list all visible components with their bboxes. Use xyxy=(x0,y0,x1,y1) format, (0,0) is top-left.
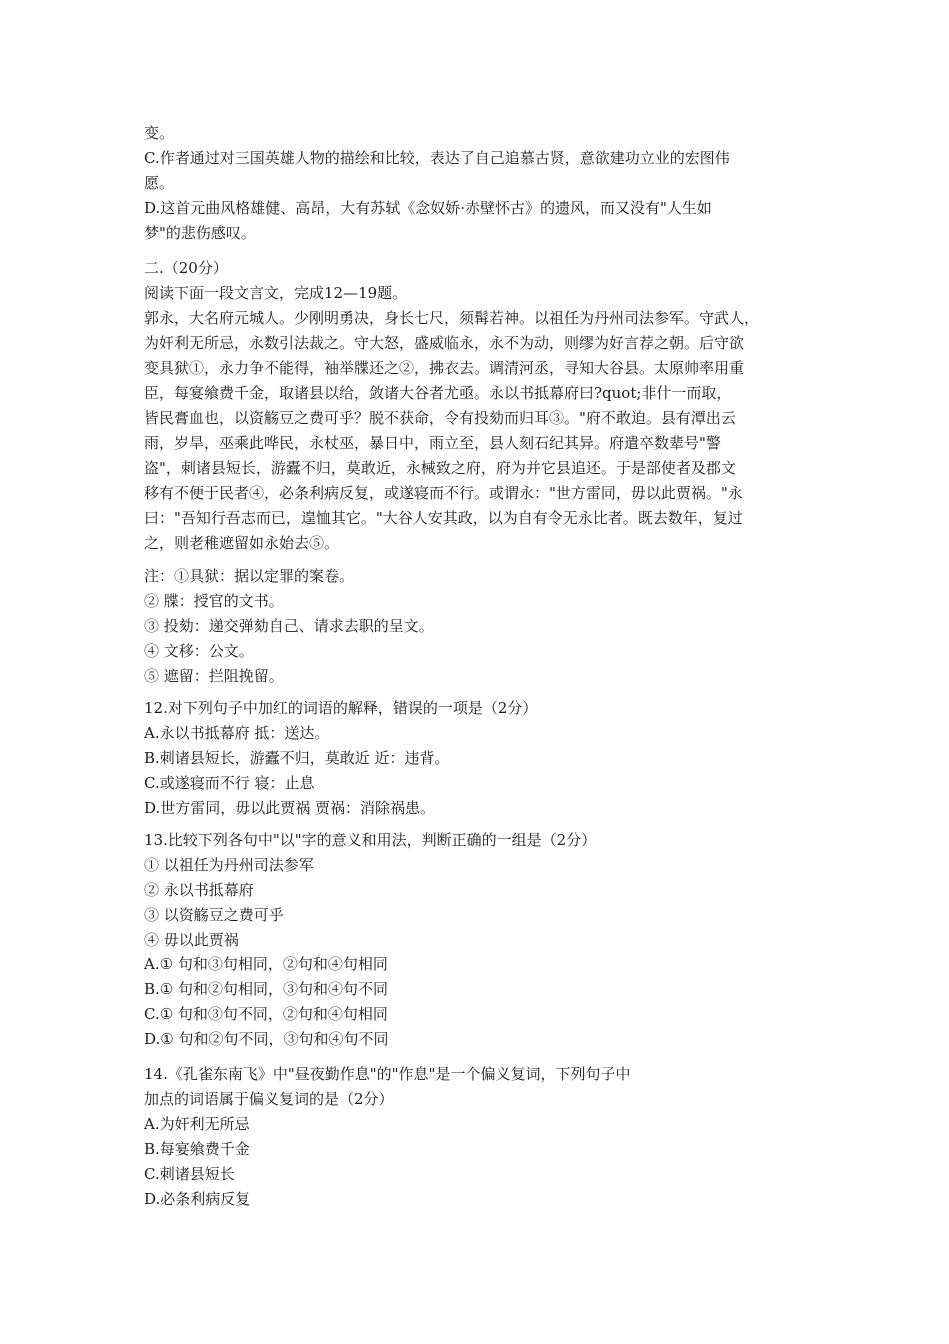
text-line: 变。 xyxy=(144,124,175,142)
passage-line: 移有不便于民者④，必条利病反复，或遂寝而不行。或谓永："世方雷同，毋以此贾祸。"永 xyxy=(144,484,743,502)
question-stem: 12.对下列句子中加红的词语的解释，错误的一项是（2分） xyxy=(144,699,538,717)
classical-chinese-section xyxy=(144,256,824,556)
option-a: A.为奸利无所忌 xyxy=(144,1115,250,1133)
prev-question-options xyxy=(144,121,824,246)
note-line: 注：①具狱：据以定罪的案卷。 xyxy=(144,567,355,585)
option-c: C.作者通过对三国英雄人物的描绘和比较，表达了自己追慕古贤，意欲建功立业的宏图伟 xyxy=(144,149,730,167)
passage-line: 曰："吾知行吾志而已，遑恤其它。"大谷人安其政，以为自有令无永比者。既去数年，复过 xyxy=(144,509,743,527)
option-b: B.① 句和②句相同，③句和④句不同 xyxy=(144,980,389,999)
section-instruction: 阅读下面一段文言文，完成12—19题。 xyxy=(144,284,408,302)
option-c: C.刺诸县短长 xyxy=(144,1165,235,1183)
question-stem: 14.《孔雀东南飞》中"昼夜勤作息"的"作息"是一个偏义复词，下列句子中 xyxy=(144,1065,631,1083)
text-line: 梦"的悲伤感叹。 xyxy=(144,224,256,242)
passage-line: 皆民膏血也，以资觞豆之费可乎？脱不获命，令有投劾而归耳③。"府不敢迫。县有潭出云 xyxy=(144,409,736,427)
option-d: D.世方雷同，毋以此贾祸 贾祸：消除祸患。 xyxy=(144,799,436,817)
option-a: A.① 句和③句相同，②句和④句相同 xyxy=(144,955,388,974)
passage-line: 为奸利无所忌，永数引法裁之。守大怒，盛威临永，永不为动，则缪为好言荐之朝。后守欲 xyxy=(144,334,745,352)
question-stem: 13.比较下列各句中"以"字的意义和用法，判断正确的一组是（2分） xyxy=(144,831,597,849)
passage-line: 郭永，大名府元城人。少刚明勇决，身长七尺，须髯若神。以祖任为丹州司法参军。守武人， xyxy=(144,309,760,327)
passage-line: 雨，岁旱，巫乘此哗民，永杖巫，暴日中，雨立至，县人刻石纪其异。府遣卒数辈号"警 xyxy=(144,434,721,452)
passage-line: 之，则老稚遮留如永始去⑤。 xyxy=(144,534,340,552)
option-c: C.或遂寝而不行 寝：止息 xyxy=(144,774,315,792)
option-c: C.① 句和③句不同，②句和④句相同 xyxy=(144,1005,388,1024)
passage-line: 盗"，刺诸县短长，游蠹不归，莫敢近，永械致之府，府为并它县追还。于是部使者及郡文 xyxy=(144,459,736,477)
option-a: A.永以书抵幕府 抵：送达。 xyxy=(144,724,330,742)
question-14 xyxy=(144,1062,824,1212)
note-line: ④ 文移：公文。 xyxy=(144,642,254,660)
sentence-item: ① 以祖任为丹州司法参军 xyxy=(144,855,314,874)
passage-line: 臣，每宴飨费千金，取诸县以给，敛诸大谷者尤亟。永以书抵幕府曰?quot;非什一而取， xyxy=(144,384,732,402)
note-line: ⑤ 遮留：拦阻挽留。 xyxy=(144,667,284,685)
passage-notes xyxy=(144,564,824,689)
option-d: D.① 句和②句不同，③句和④句不同 xyxy=(144,1030,389,1049)
sentence-item: ④ 毋以此贾祸 xyxy=(144,930,239,949)
passage-line: 变具狱①，永力争不能得，袖举牒还之②，拂衣去。调清河丞，寻知大谷县。太原帅率用重 xyxy=(144,359,745,377)
note-line: ② 牒：授官的文书。 xyxy=(144,592,284,610)
sentence-item: ② 永以书抵幕府 xyxy=(144,880,254,899)
text-line: 愿。 xyxy=(144,174,175,192)
sentence-item: ③ 以资觞豆之费可乎 xyxy=(144,905,284,924)
question-stem: 加点的词语属于偏义复词的是（2分） xyxy=(144,1090,394,1108)
section-heading: 二.（20分） xyxy=(144,259,228,277)
question-12 xyxy=(144,696,824,821)
question-13 xyxy=(144,828,824,1052)
option-b: B.刺诸县短长，游蠹不归，莫敢近 近：违背。 xyxy=(144,749,450,767)
note-line: ③ 投劾：递交弹劾自己、请求去职的呈文。 xyxy=(144,617,434,635)
option-d: D.这首元曲风格雄健、高昂，大有苏轼《念奴娇·赤壁怀古》的遗风，而又没有"人生如 xyxy=(144,199,712,217)
option-b: B.每宴飨费千金 xyxy=(144,1140,250,1158)
option-d: D.必条利病反复 xyxy=(144,1190,251,1208)
